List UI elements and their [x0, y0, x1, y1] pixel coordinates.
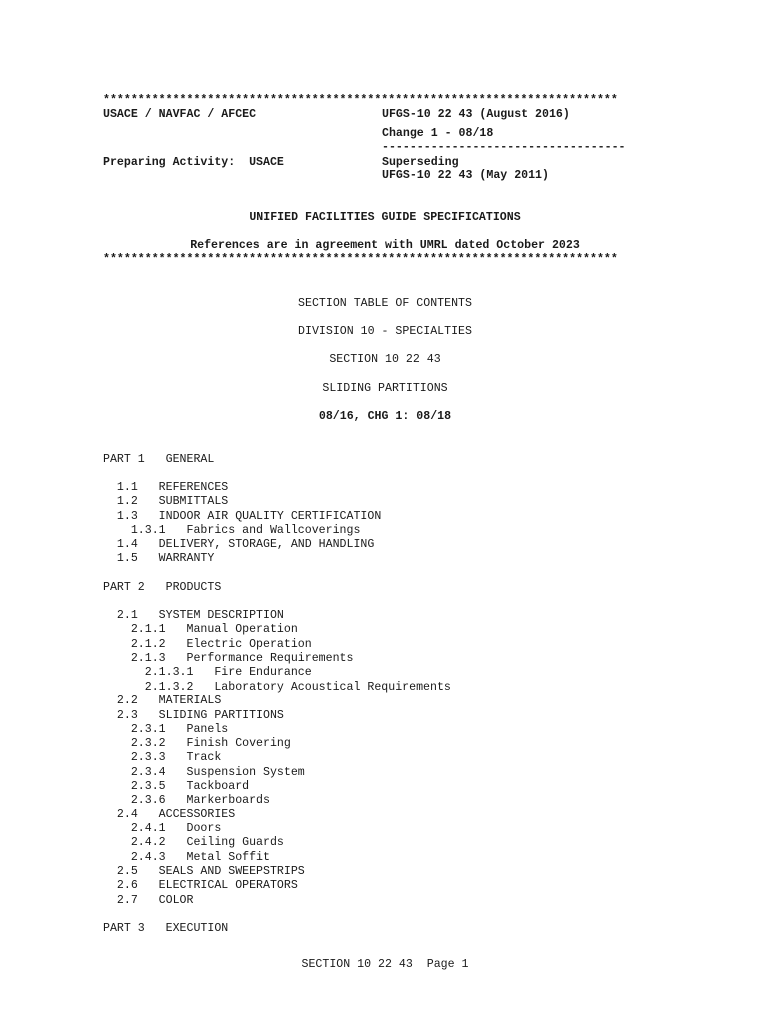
spec-id: UFGS-10 22 43 (August 2016)	[382, 108, 570, 121]
toc-entry: 2.1.1 Manual Operation	[103, 623, 298, 636]
toc-heading: SECTION TABLE OF CONTENTS	[298, 297, 472, 310]
dash-separator: -----------------------------------	[382, 141, 626, 154]
toc-entry: 2.1.3.1 Fire Endurance	[103, 666, 312, 679]
toc-entry: 2.6 ELECTRICAL OPERATORS	[103, 879, 298, 892]
section-number: SECTION 10 22 43	[329, 353, 441, 366]
toc-entry: 1.3 INDOOR AIR QUALITY CERTIFICATION	[103, 510, 382, 523]
section-title: SLIDING PARTITIONS	[322, 382, 448, 395]
toc-entry: 2.3.6 Markerboards	[103, 794, 270, 807]
division-heading: DIVISION 10 - SPECIALTIES	[298, 325, 472, 338]
toc-entry: 1.5 WARRANTY	[103, 552, 215, 565]
toc-entry: 2.1.2 Electric Operation	[103, 638, 312, 651]
toc-entry: 2.3 SLIDING PARTITIONS	[103, 709, 284, 722]
toc-entry: 2.1.3.2 Laboratory Acoustical Requirements	[103, 681, 451, 694]
toc-entry: 1.4 DELIVERY, STORAGE, AND HANDLING	[103, 538, 375, 551]
section-date: 08/16, CHG 1: 08/18	[318, 410, 452, 423]
toc-entry: 2.1.3 Performance Requirements	[103, 652, 354, 665]
toc-entry: 2.3.5 Tackboard	[103, 780, 250, 793]
toc-entry: 2.5 SEALS AND SWEEPSTRIPS	[103, 865, 305, 878]
references-note: References are in agreement with UMRL dated October 2023	[190, 239, 580, 252]
toc-entry: 2.4.1 Doors	[103, 822, 222, 835]
document-title: UNIFIED FACILITIES GUIDE SPECIFICATIONS	[249, 211, 521, 224]
part-2-heading: PART 2 PRODUCTS	[103, 581, 222, 594]
toc-entry: 2.2 MATERIALS	[103, 694, 222, 707]
toc-entry: 2.4 ACCESSORIES	[103, 808, 236, 821]
toc-entry: 2.3.2 Finish Covering	[103, 737, 291, 750]
stars-separator-bottom: **************************************************************************	[103, 253, 618, 266]
toc-entry: 1.2 SUBMITTALS	[103, 495, 229, 508]
toc-entry: 2.1 SYSTEM DESCRIPTION	[103, 609, 284, 622]
toc-entry: 1.1 REFERENCES	[103, 481, 229, 494]
superseding-label: Superseding	[382, 156, 459, 169]
part-3-heading: PART 3 EXECUTION	[103, 922, 229, 935]
page-footer: SECTION 10 22 43 Page 1	[301, 958, 469, 971]
stars-separator-top: **************************************************************************	[103, 94, 618, 107]
preparing-activity: Preparing Activity: USACE	[103, 156, 284, 169]
toc-entry: 2.7 COLOR	[103, 894, 194, 907]
toc-entry: 2.4.2 Ceiling Guards	[103, 836, 284, 849]
part-1-heading: PART 1 GENERAL	[103, 453, 215, 466]
toc-entry: 1.3.1 Fabrics and Wallcoverings	[103, 524, 361, 537]
toc-entry: 2.3.3 Track	[103, 751, 222, 764]
change-label: Change 1 - 08/18	[382, 127, 494, 140]
toc-entry: 2.3.1 Panels	[103, 723, 229, 736]
toc-entry: 2.4.3 Metal Soffit	[103, 851, 270, 864]
toc-entry: 2.3.4 Suspension System	[103, 766, 305, 779]
org-label: USACE / NAVFAC / AFCEC	[103, 108, 257, 121]
superseded-id: UFGS-10 22 43 (May 2011)	[382, 169, 549, 182]
